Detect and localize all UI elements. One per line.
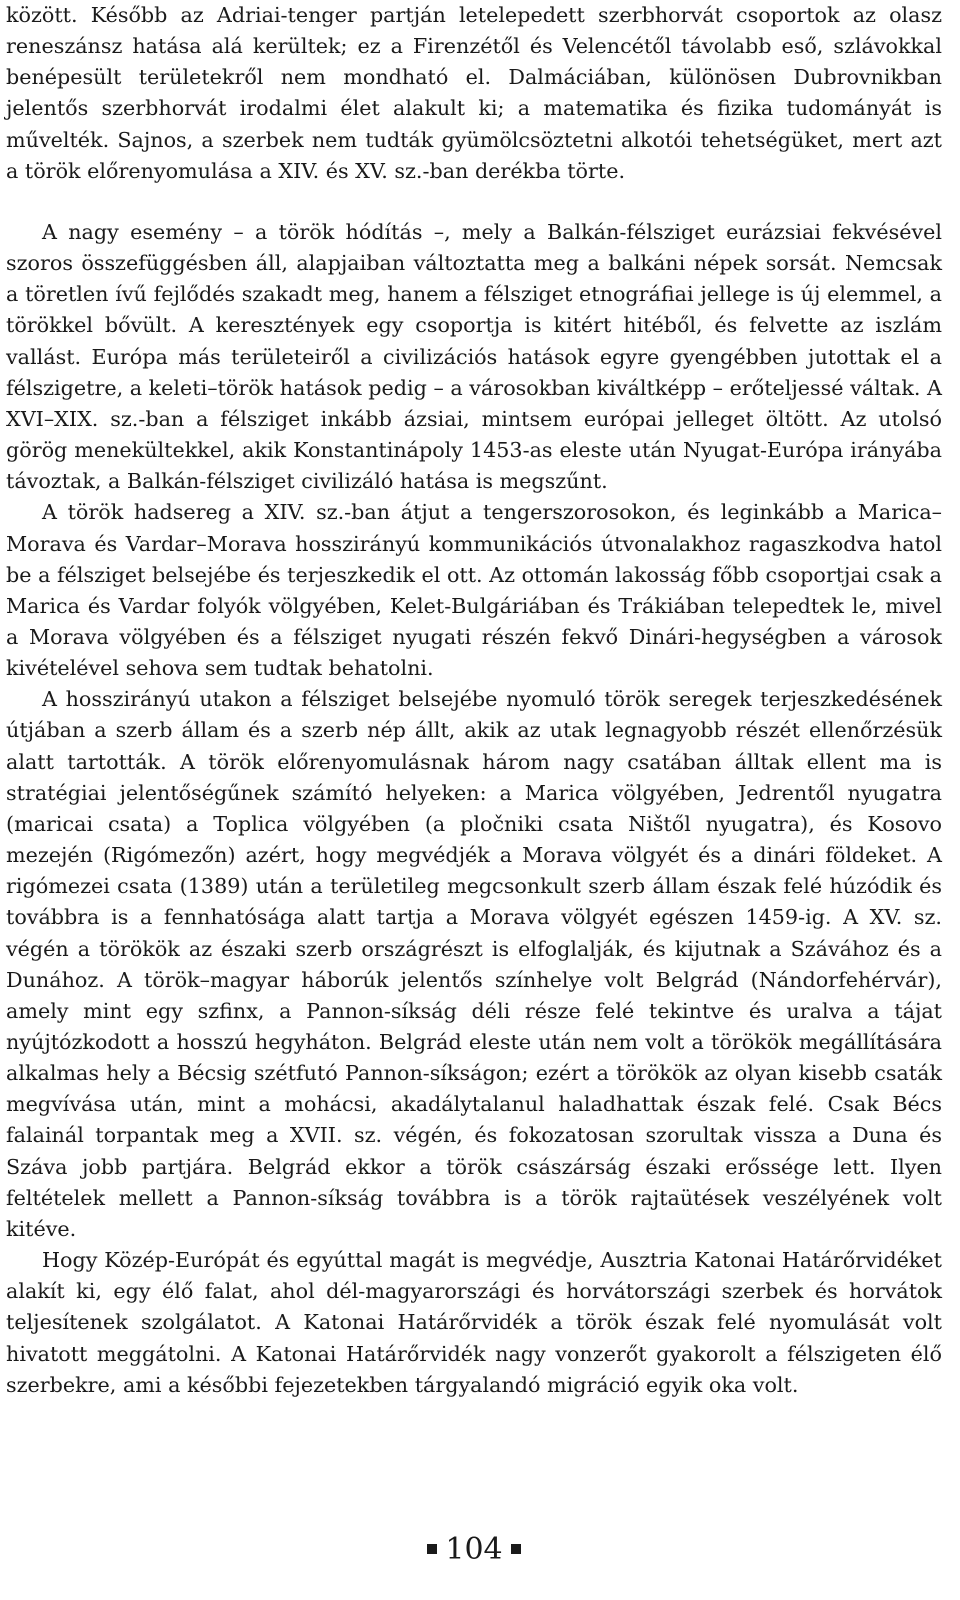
- paragraph-turkish-army: A török hadsereg a XIV. sz.-ban átjut a tengerszorosokon, és leginkább a Marica–Morava és Vardar–Morava hosszirányú kommunikációs útvonalakhoz ragaszkodva hatol be a félsziget belsejébe és terjeszkedik el ott. Az ottomán lakosság főbb csoportjai csak a Marica és Vardar folyók völgyében, Kelet-Bulgáriában és Trákiában telepedtek le, mivel a Morava völgyében és a félsziget nyugati részén fekvő Dinári-hegységben a városok kivételével sehova sem tudtak behatolni.: [6, 500, 942, 681]
- paragraph-serbian-resistance: A hosszirányú utakon a félsziget belsejébe nyomuló török seregek terjeszkedésének útjában a szerb állam és a szerb nép állt, akik az utak legnagyobb részét ellenőrzésük alatt tartották. A török előrenyomulásnak három nagy csatában álltak ellent ma is stratégiai jelentőségűnek számító helyeken: a Marica völgyében, Jedrentől nyugatra (maricai csata) a Toplica völgyében (a pločniki csata Ništől nyugatra), és Kosovo mezején (Rigómezőn) azért, hogy megvédjék a Morava völgyét és a dinári földeket. A rigómezei csata (1389) után a területileg megcsonkult szerb állam észak felé húzódik és továbbra is a fennhatósága alatt tartja a Morava völgyét egészen 1459-ig. A XV. sz. végén a törökök az északi szerb országrészt is elfoglalják, és kijutnak a Szávához és a Dunához. A török–magyar háborúk jelentős színhelye volt Belgrád (Nándorfehérvár), amely mint egy szfinx, a Pannon-síkság déli része felé tekintve és uralva a tájat nyújtózkodott a hosszú hegyháton. Belgrád eleste után nem volt a törökök megállítására alkalmas hely a Bécsig szétfutó Pannon-síkságon; ezért a törökök az olyan kisebb csaták megvívása után, mint a mohácsi, akadálytalanul haladhattak észak felé. Csak Bécs falainál torpantak meg a XVII. sz. végén, és fokozatosan szorultak vissza a Duna és Száva jobb partjára. Belgrád ekkor a török császárság északi erőssége lett. Ilyen feltételek mellett a Pannon-síkság továbbra is a török rajtaütések veszélyének volt kitéve.: [6, 687, 942, 1241]
- page-footer: [6, 1532, 942, 1568]
- square-bullet-icon: [427, 1544, 437, 1554]
- page-number: 104: [445, 1532, 503, 1567]
- body-text: [6, 0, 942, 1401]
- paragraph-military-frontier: Hogy Közép-Európát és egyúttal magát is megvédje, Ausztria Katonai Határőrvidéket alakít ki, egy élő falat, ahol dél-magyarországi és horvátországi szerbek és horvátok teljesítenek szolgálatot. A Katonai Határőrvidék a török észak felé nyomulását volt hivatott meggátolni. A Katonai Határőrvidék nagy vonzerőt gyakorolt a félszigeten élő szerbekre, ami a későbbi fejezetekben tárgyalandó migráció egyik oka volt.: [6, 1248, 942, 1397]
- book-page: [6, 0, 942, 1600]
- paragraph-turkish-conquest: A nagy esemény – a török hódítás –, mely a Balkán-félsziget eurázsiai fekvésével szoros összefüggésben áll, alapjaiban változtatta meg a balkáni népek sorsát. Nemcsak a töretlen ívű fejlődés szakadt meg, hanem a félsziget etnográfiai jellege is új elemmel, a törökkel bővült. A keresztények egy csoportja is kitért hitéből, és felvette az iszlám vallást. Európa más területeiről a civilizációs hatások egyre gyengébben jutottak el a félszigetre, a keleti–török hatások pedig – a városokban kiváltképp – erőteljessé váltak. A XVI–XIX. sz.-ban a félsziget inkább ázsiai, mintsem európai jelleget öltött. Az utolsó görög menekültekkel, akik Konstantinápoly 1453-as eleste után Nyugat-Európa irányába távoztak, a Balkán-félsziget civilizáló hatása is megszűnt.: [6, 219, 942, 494]
- square-bullet-icon: [511, 1544, 521, 1554]
- paragraph-continuation: között. Később az Adriai-tenger partján letelepedett szerbhorvát csoportok az olasz reneszánsz hatása alá kerültek; ez a Firenzétől és Velencétől távolabb eső, szlávokkal benépesült területekről nem mondható el. Dalmáciában, különösen Dubrovnikban jelentős szerbhorvát irodalmi élet alakult ki; a matematika és fizika tudományát is művelték. Sajnos, a szerbek nem tudták gyümölcsöztetni alkotói tehetségüket, mert azt a török előrenyomulása a XIV. és XV. sz.-ban derékba törte.: [6, 3, 942, 183]
